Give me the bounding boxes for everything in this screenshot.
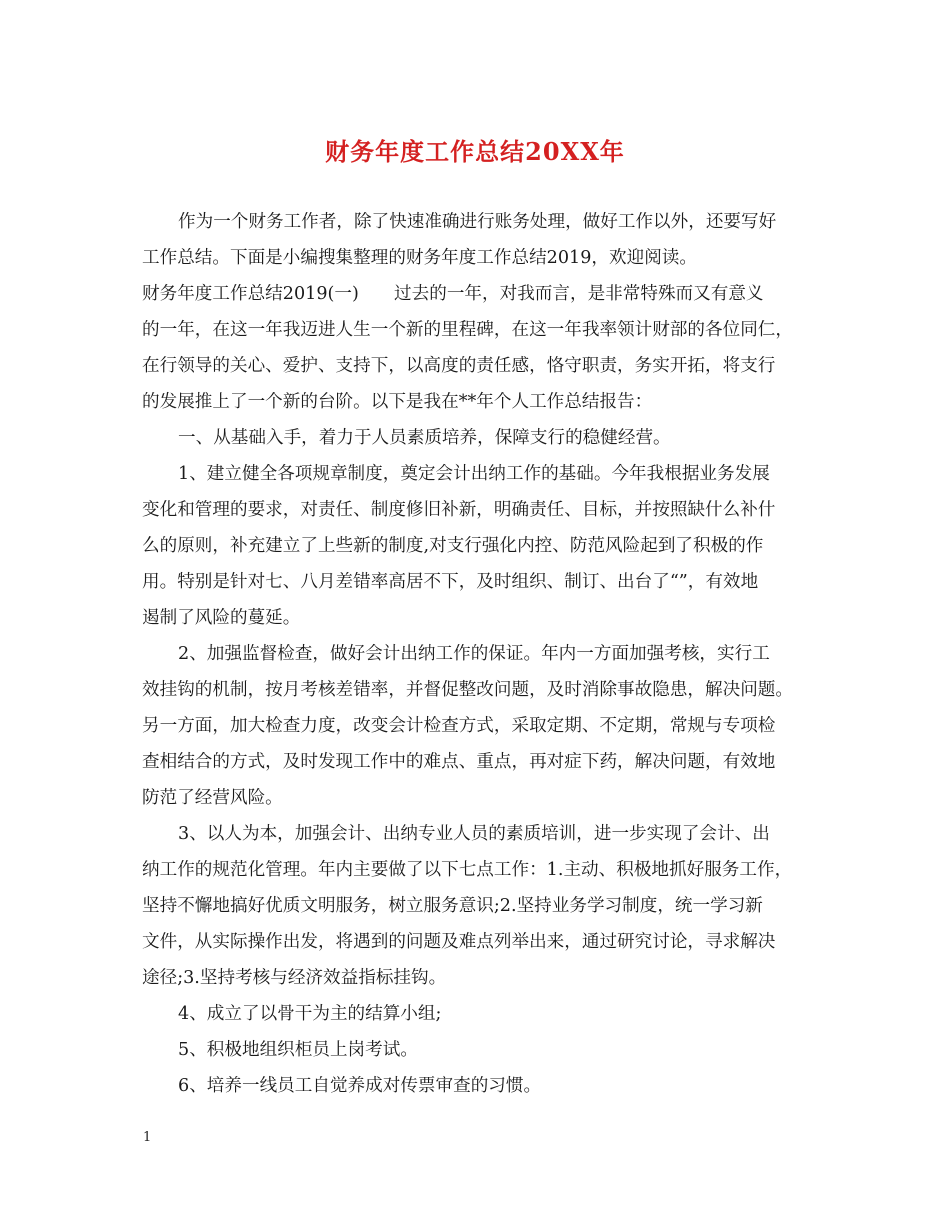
paragraph-line: 途径;3.坚持考核与经济效益指标挂钩。 bbox=[142, 968, 447, 988]
paragraph-line: 2、加强监督检查，做好会计出纳工作的保证。年内一方面加强考核，实行工 bbox=[178, 644, 770, 664]
paragraph-line: 用。特别是针对七、八月差错率高居不下，及时组织、制订、出台了“”，有效地 bbox=[142, 572, 759, 592]
paragraph-line: 效挂钩的机制，按月考核差错率，并督促整改问题，及时消除事故隐患，解决问题。 bbox=[142, 680, 793, 700]
paragraph-line: 6、培养一线员工自觉养成对传票审查的习惯。 bbox=[178, 1076, 542, 1096]
paragraph-line: 文件，从实际操作出发，将遇到的问题及难点列举出来，通过研究讨论，寻求解决 bbox=[142, 932, 776, 952]
paragraph-line: 么的原则，补充建立了上些新的制度,对支行强化内控、防范风险起到了积极的作 bbox=[142, 536, 764, 556]
paragraph-line: 另一方面，加大检查力度，改变会计检查方式，采取定期、不定期，常规与专项检 bbox=[142, 716, 776, 736]
paragraph-line: 4、成立了以骨干为主的结算小组; bbox=[178, 1004, 442, 1024]
page-number: 1 bbox=[143, 1130, 152, 1145]
paragraph-line: 变化和管理的要求，对责任、制度修旧补新，明确责任、目标，并按照缺什么补什 bbox=[142, 500, 776, 520]
document-title: 财务年度工作总结20XX年 bbox=[325, 137, 625, 166]
paragraph-line: 1、建立健全各项规章制度，奠定会计出纳工作的基础。今年我根据业务发展 bbox=[178, 464, 770, 484]
paragraph-line: 财务年度工作总结2019(一) 过去的一年，对我而言，是非常特殊而又有意义 bbox=[142, 284, 764, 304]
paragraph-line: 遏制了风险的蔓延。 bbox=[142, 608, 301, 628]
paragraph-line: 作为一个财务工作者，除了快速准确进行账务处理，做好工作以外，还要写好 bbox=[178, 212, 777, 232]
paragraph-line: 防范了经营风险。 bbox=[142, 788, 283, 808]
section-heading: 一、从基础入手，着力于人员素质培养，保障支行的稳健经营。 bbox=[178, 428, 671, 448]
paragraph-line: 的一年，在这一年我迈进人生一个新的里程碑，在这一年我率领计财部的各位同仁， bbox=[142, 320, 793, 340]
paragraph-line: 5、积极地组织柜员上岗考试。 bbox=[178, 1040, 418, 1060]
paragraph-line: 纳工作的规范化管理。年内主要做了以下七点工作：1.主动、积极地抓好服务工作， bbox=[142, 860, 793, 880]
paragraph-line: 在行领导的关心、爱护、支持下，以高度的责任感，恪守职责，务实开拓，将支行 bbox=[142, 356, 776, 376]
paragraph-line: 3、以人为本，加强会计、出纳专业人员的素质培训，进一步实现了会计、出 bbox=[178, 824, 770, 844]
paragraph-line: 查相结合的方式，及时发现工作中的难点、重点，再对症下药，解决问题，有效地 bbox=[142, 752, 776, 772]
paragraph-line: 坚持不懈地搞好优质文明服务，树立服务意识;2.坚持业务学习制度，统一学习新 bbox=[142, 896, 763, 916]
paragraph-line: 的发展推上了一个新的台阶。以下是我在**年个人工作总结报告： bbox=[142, 392, 653, 412]
paragraph-line: 工作总结。下面是小编搜集整理的财务年度工作总结2019，欢迎阅读。 bbox=[142, 248, 697, 268]
